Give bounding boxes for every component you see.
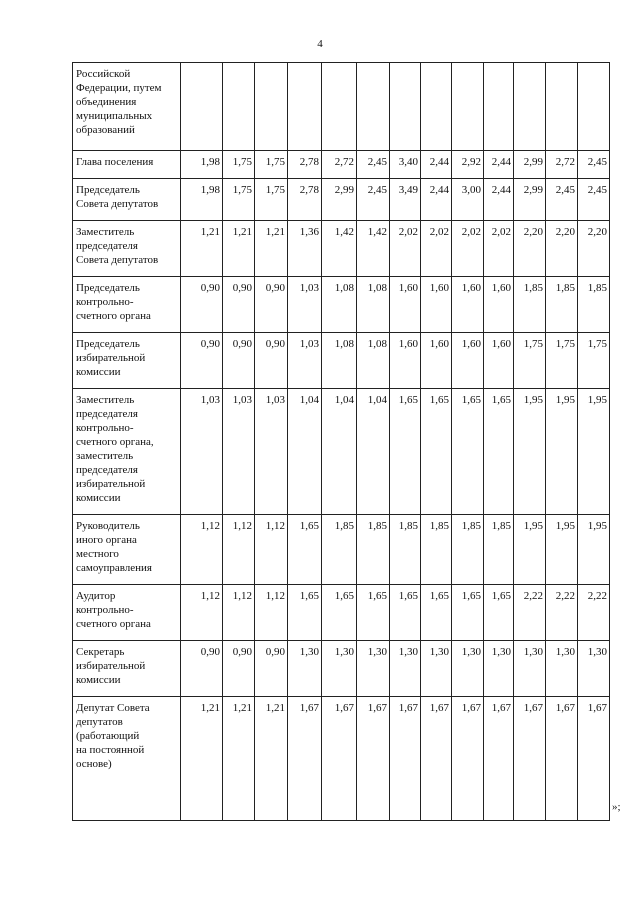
table-row bbox=[73, 389, 610, 515]
coefficient-cell: 1,60 bbox=[421, 333, 452, 389]
coefficient-cell: 2,45 bbox=[357, 151, 390, 179]
coefficient-cell: 1,85 bbox=[514, 277, 546, 333]
coefficient-cell: 1,36 bbox=[288, 221, 322, 277]
coefficient-cell: 1,67 bbox=[452, 697, 484, 821]
coefficient-cell: 1,65 bbox=[357, 585, 390, 641]
salary-coefficient-table bbox=[72, 62, 610, 821]
table-row bbox=[73, 179, 610, 221]
coefficient-cell: 1,30 bbox=[390, 641, 421, 697]
coefficient-cell: 2,72 bbox=[322, 151, 357, 179]
table-row bbox=[73, 151, 610, 179]
table-row bbox=[73, 515, 610, 585]
coefficient-cell: 1,65 bbox=[452, 585, 484, 641]
table-row bbox=[73, 333, 610, 389]
table-row bbox=[73, 63, 610, 151]
coefficient-cell: 1,21 bbox=[255, 697, 288, 821]
coefficient-cell: 1,08 bbox=[357, 277, 390, 333]
coefficient-cell: 1,95 bbox=[514, 515, 546, 585]
coefficient-cell: 1,21 bbox=[223, 697, 255, 821]
coefficient-cell: 1,12 bbox=[181, 585, 223, 641]
coefficient-cell: 1,30 bbox=[484, 641, 514, 697]
coefficient-cell: 1,65 bbox=[288, 585, 322, 641]
coefficient-cell: 1,08 bbox=[322, 333, 357, 389]
coefficient-cell: 1,85 bbox=[578, 277, 610, 333]
coefficient-cell: 1,04 bbox=[357, 389, 390, 515]
coefficient-cell: 2,45 bbox=[357, 179, 390, 221]
coefficient-cell: 1,21 bbox=[181, 697, 223, 821]
coefficient-cell bbox=[223, 63, 255, 151]
coefficient-cell: 1,30 bbox=[357, 641, 390, 697]
coefficient-cell: 1,03 bbox=[288, 277, 322, 333]
coefficient-cell: 1,85 bbox=[357, 515, 390, 585]
coefficient-cell: 1,04 bbox=[322, 389, 357, 515]
coefficient-cell: 1,30 bbox=[452, 641, 484, 697]
coefficient-cell: 1,60 bbox=[452, 333, 484, 389]
row-label: Заместитель председателя Совета депутатов bbox=[73, 221, 181, 277]
coefficient-cell: 1,08 bbox=[357, 333, 390, 389]
coefficient-cell: 1,75 bbox=[578, 333, 610, 389]
coefficient-cell: 1,42 bbox=[357, 221, 390, 277]
coefficient-cell: 1,30 bbox=[288, 641, 322, 697]
coefficient-cell: 1,21 bbox=[181, 221, 223, 277]
coefficient-cell: 1,67 bbox=[421, 697, 452, 821]
coefficient-cell: 2,22 bbox=[514, 585, 546, 641]
coefficient-cell: 1,98 bbox=[181, 179, 223, 221]
coefficient-cell: 1,65 bbox=[288, 515, 322, 585]
coefficient-cell: 1,85 bbox=[546, 277, 578, 333]
coefficient-cell: 1,03 bbox=[255, 389, 288, 515]
row-label: Аудитор контрольно- счетного органа bbox=[73, 585, 181, 641]
coefficient-cell: 1,60 bbox=[452, 277, 484, 333]
coefficient-cell: 0,90 bbox=[181, 333, 223, 389]
coefficient-cell: 1,21 bbox=[223, 221, 255, 277]
coefficient-cell: 2,99 bbox=[514, 179, 546, 221]
row-label: Глава поселения bbox=[73, 151, 181, 179]
coefficient-cell: 1,95 bbox=[578, 389, 610, 515]
coefficient-cell: 1,12 bbox=[223, 585, 255, 641]
row-label: Председатель контрольно- счетного органа bbox=[73, 277, 181, 333]
coefficient-cell: 0,90 bbox=[181, 641, 223, 697]
coefficient-cell: 1,75 bbox=[223, 151, 255, 179]
coefficient-cell: 2,45 bbox=[578, 179, 610, 221]
table-row bbox=[73, 585, 610, 641]
coefficient-cell: 1,65 bbox=[322, 585, 357, 641]
coefficient-cell: 1,67 bbox=[288, 697, 322, 821]
coefficient-cell: 1,95 bbox=[546, 515, 578, 585]
coefficient-cell: 1,08 bbox=[322, 277, 357, 333]
coefficient-cell: 2,20 bbox=[578, 221, 610, 277]
coefficient-cell bbox=[181, 63, 223, 151]
coefficient-cell bbox=[322, 63, 357, 151]
coefficient-cell: 1,30 bbox=[546, 641, 578, 697]
coefficient-cell: 2,45 bbox=[546, 179, 578, 221]
coefficient-cell: 1,85 bbox=[390, 515, 421, 585]
coefficient-cell: 1,75 bbox=[223, 179, 255, 221]
coefficient-cell: 1,65 bbox=[484, 389, 514, 515]
coefficient-cell: 2,02 bbox=[452, 221, 484, 277]
coefficient-cell: 0,90 bbox=[255, 333, 288, 389]
coefficient-cell: 2,22 bbox=[546, 585, 578, 641]
row-label: Руководитель иного органа местного самоуправления bbox=[73, 515, 181, 585]
coefficient-cell bbox=[255, 63, 288, 151]
coefficient-cell: 1,95 bbox=[514, 389, 546, 515]
coefficient-cell: 1,65 bbox=[452, 389, 484, 515]
coefficient-cell: 1,65 bbox=[390, 585, 421, 641]
coefficient-cell: 1,30 bbox=[322, 641, 357, 697]
coefficient-cell: 1,12 bbox=[255, 585, 288, 641]
coefficient-cell bbox=[421, 63, 452, 151]
row-label: Председатель Совета депутатов bbox=[73, 179, 181, 221]
coefficient-cell: 1,95 bbox=[578, 515, 610, 585]
coefficient-cell: 1,12 bbox=[255, 515, 288, 585]
coefficient-cell bbox=[452, 63, 484, 151]
coefficient-cell: 1,30 bbox=[578, 641, 610, 697]
coefficient-cell bbox=[288, 63, 322, 151]
table-row bbox=[73, 641, 610, 697]
coefficient-cell: 1,12 bbox=[223, 515, 255, 585]
coefficient-cell: 3,49 bbox=[390, 179, 421, 221]
coefficient-cell: 2,44 bbox=[421, 179, 452, 221]
table-row bbox=[73, 277, 610, 333]
coefficient-cell: 1,30 bbox=[514, 641, 546, 697]
coefficient-cell: 1,67 bbox=[390, 697, 421, 821]
coefficient-cell: 0,90 bbox=[223, 277, 255, 333]
coefficient-cell: 1,67 bbox=[578, 697, 610, 821]
closing-quote-mark: »; bbox=[612, 801, 621, 813]
coefficient-cell: 3,40 bbox=[390, 151, 421, 179]
coefficient-cell: 1,65 bbox=[421, 585, 452, 641]
coefficient-cell: 1,60 bbox=[484, 333, 514, 389]
coefficient-cell: 2,02 bbox=[390, 221, 421, 277]
coefficient-cell: 2,02 bbox=[484, 221, 514, 277]
coefficient-cell: 1,30 bbox=[421, 641, 452, 697]
row-label: Российской Федерации, путем объединения муниципальных образований bbox=[73, 63, 181, 151]
coefficient-cell: 0,90 bbox=[181, 277, 223, 333]
row-label: Секретарь избирательной комиссии bbox=[73, 641, 181, 697]
coefficient-cell bbox=[514, 63, 546, 151]
coefficient-cell: 2,02 bbox=[421, 221, 452, 277]
coefficient-cell: 1,67 bbox=[484, 697, 514, 821]
table-body bbox=[73, 63, 610, 821]
coefficient-cell: 2,99 bbox=[322, 179, 357, 221]
coefficient-cell: 2,44 bbox=[421, 151, 452, 179]
coefficient-cell: 1,67 bbox=[546, 697, 578, 821]
coefficient-cell: 1,67 bbox=[322, 697, 357, 821]
row-label: Заместитель председателя контрольно- счетного органа, заместитель председателя избирательной комиссии bbox=[73, 389, 181, 515]
coefficient-cell: 1,65 bbox=[390, 389, 421, 515]
coefficient-cell: 1,67 bbox=[357, 697, 390, 821]
coefficient-cell: 2,92 bbox=[452, 151, 484, 179]
coefficient-cell: 1,67 bbox=[514, 697, 546, 821]
coefficient-cell: 3,00 bbox=[452, 179, 484, 221]
coefficient-cell: 1,60 bbox=[390, 333, 421, 389]
coefficient-cell: 1,75 bbox=[546, 333, 578, 389]
row-label: Председатель избирательной комиссии bbox=[73, 333, 181, 389]
coefficient-cell: 1,60 bbox=[484, 277, 514, 333]
coefficient-cell: 0,90 bbox=[255, 277, 288, 333]
coefficient-cell: 2,44 bbox=[484, 151, 514, 179]
coefficient-cell bbox=[546, 63, 578, 151]
coefficient-cell: 1,85 bbox=[452, 515, 484, 585]
coefficient-cell bbox=[390, 63, 421, 151]
coefficient-cell: 0,90 bbox=[255, 641, 288, 697]
coefficient-cell: 1,65 bbox=[421, 389, 452, 515]
coefficient-cell: 1,03 bbox=[223, 389, 255, 515]
coefficient-cell: 2,44 bbox=[484, 179, 514, 221]
coefficient-cell: 1,85 bbox=[484, 515, 514, 585]
coefficient-cell: 1,03 bbox=[181, 389, 223, 515]
coefficient-cell: 2,78 bbox=[288, 151, 322, 179]
coefficient-cell bbox=[357, 63, 390, 151]
coefficient-cell: 2,78 bbox=[288, 179, 322, 221]
coefficient-cell: 2,20 bbox=[514, 221, 546, 277]
coefficient-cell bbox=[484, 63, 514, 151]
coefficient-cell: 0,90 bbox=[223, 333, 255, 389]
page-number: 4 bbox=[317, 38, 323, 50]
coefficient-cell: 1,03 bbox=[288, 333, 322, 389]
coefficient-cell: 2,22 bbox=[578, 585, 610, 641]
coefficient-cell: 2,99 bbox=[514, 151, 546, 179]
coefficient-cell: 1,85 bbox=[322, 515, 357, 585]
coefficient-cell: 1,42 bbox=[322, 221, 357, 277]
coefficient-cell: 2,45 bbox=[578, 151, 610, 179]
coefficient-cell: 1,85 bbox=[421, 515, 452, 585]
coefficient-cell: 1,04 bbox=[288, 389, 322, 515]
coefficient-cell: 1,65 bbox=[484, 585, 514, 641]
coefficient-cell: 1,60 bbox=[421, 277, 452, 333]
coefficient-cell: 1,60 bbox=[390, 277, 421, 333]
table-row bbox=[73, 697, 610, 821]
coefficient-cell bbox=[578, 63, 610, 151]
coefficient-cell: 1,12 bbox=[181, 515, 223, 585]
coefficient-cell: 1,21 bbox=[255, 221, 288, 277]
coefficient-cell: 2,20 bbox=[546, 221, 578, 277]
row-label: Депутат Совета депутатов (работающий на постоянной основе) bbox=[73, 697, 181, 821]
coefficient-cell: 0,90 bbox=[223, 641, 255, 697]
coefficient-cell: 1,75 bbox=[255, 151, 288, 179]
coefficient-cell: 1,98 bbox=[181, 151, 223, 179]
coefficient-cell: 2,72 bbox=[546, 151, 578, 179]
table-row bbox=[73, 221, 610, 277]
coefficient-cell: 1,75 bbox=[514, 333, 546, 389]
coefficient-cell: 1,95 bbox=[546, 389, 578, 515]
coefficient-cell: 1,75 bbox=[255, 179, 288, 221]
